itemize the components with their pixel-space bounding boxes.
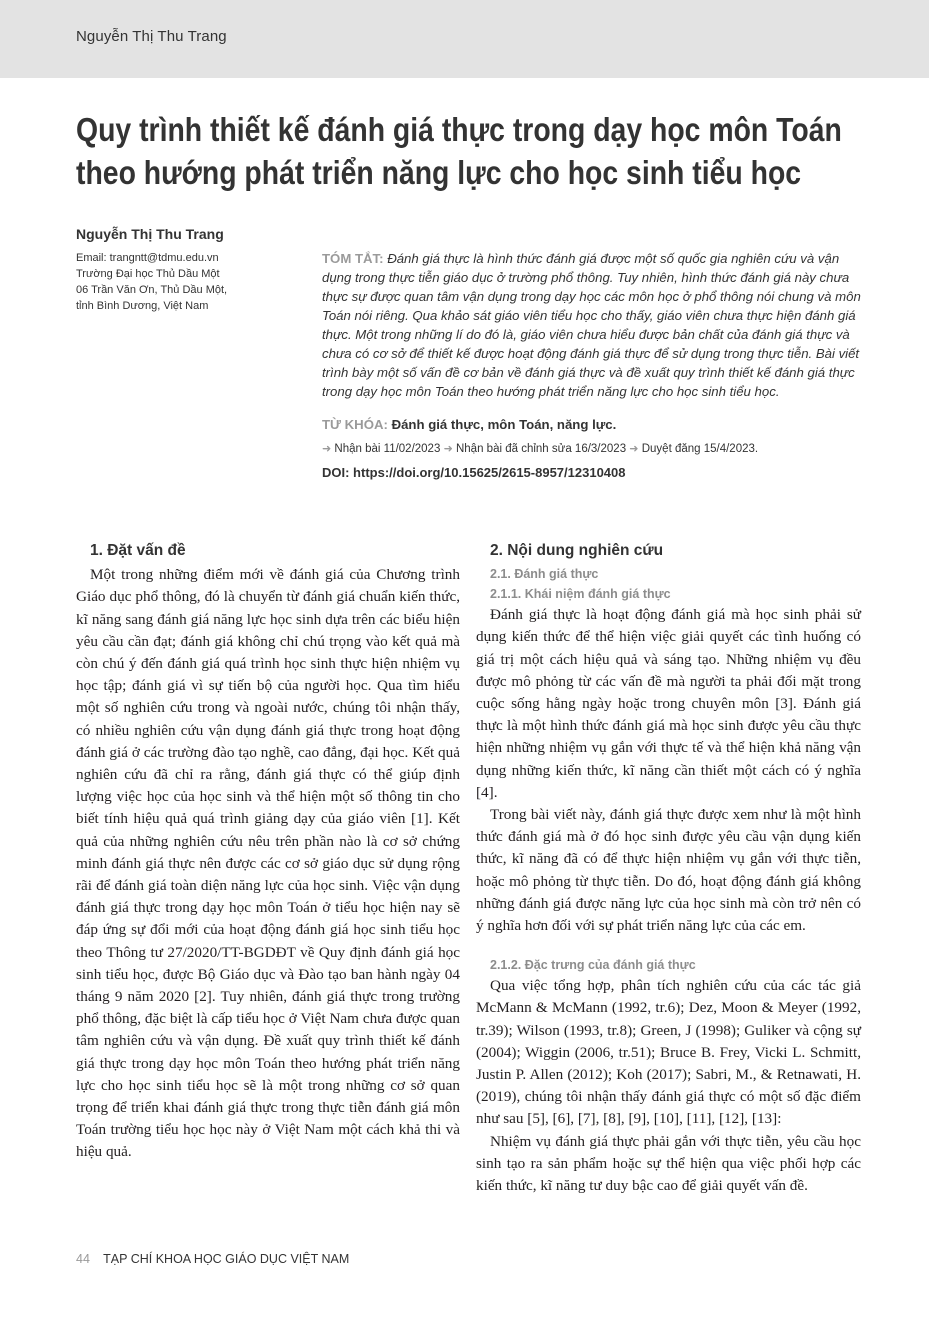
page-number: 44 [76,1252,90,1266]
abstract [322,249,864,401]
paragraph: Trong bài viết này, đánh giá thực được xem như là một hình thức đánh giá mà ở đó học sinh được yêu cầu vận dụng kiến thức, kĩ năng đã có để thực hiện nhiệm vụ gắn với thực tiễn, hoặc mô phỏng từ thực tiễn. Do đó, hoạt động đánh giá không những đánh giá được năng lực của học sinh mà còn trở nên có ý nghĩa hơn đối với sự phát triển năng lực của các em. [476,806,861,935]
date-received: Nhận bài 11/02/2023 [334,443,441,455]
abstract-text: Đánh giá thực là hình thức đánh giá được một số quốc gia nghiên cứu và vận dụng trong thực tiễn giáo dục ở trường phổ thông. Tuy nhiên, hình thức đánh giá này chưa thực sự được quan tâm vận dụng trong dạy học các môn học ở phổ thông nói chung và môn Toán nói riêng. Qua khảo sát giáo viên tiểu học cho thấy, giáo viên chưa thực hiện đánh giá thực. Một trong những lí do đó là, giáo viên chưa hiểu được bản chất của đánh giá thực và chưa có cơ sở để thiết kế được hoạt động đánh giá thực để sử dụng trong thực tiễn. Bài viết trình bày một số vấn đề cơ bản về đánh giá thực và đề xuất quy trình thiết kế đánh giá thực trong dạy học môn Toán theo hướng phát triển năng lực cho học sinh tiểu học. [322,251,861,399]
paragraph: Đánh giá thực là hoạt động đánh giá mà học sinh phải sử dụng kiến thức để thể hiện việc giải quyết các tình huống có giá trị một cách hiệu quả và sáng tạo. Những nhiệm vụ đều được mô phỏng từ các vấn đề mà người ta phải đối mặt trong cuộc sống hằng ngày hoặc trong chuyên môn [3]. Đánh giá thực là một hình thức đánh giá mà học sinh được yêu cầu thực hiện những nhiệm vụ gắn với thực tế và thể hiện khả năng vận dụng những kiến thức, kĩ năng cần thiết một cách có ý nghĩa [4]. [476,606,861,801]
article-title [76,108,876,194]
abstract-block [322,249,864,482]
right-column [476,540,861,1197]
date-accepted: Duyệt đăng 15/4/2023. [641,443,759,455]
paragraph: Một trong những điểm mới về đánh giá của Chương trình Giáo dục phổ thông, đó là chuyển từ đánh giá chuẩn kiến thức, kĩ năng sang đánh giá năng lực học sinh dựa trên các biểu hiện yêu cầu cần đạt; đánh giá không chỉ chú trọng vào kết quả mà còn chú ý đến đánh giá quá trình học sinh thực hiện nhiệm vụ học tập; đánh giá vì sự tiến bộ của người học. Qua tìm hiểu một số nghiên cứu trong và ngoài nước, chúng tôi nhận thấy, có nhiều nghiên cứu vận dụng đánh giá thực trong hoạt động đánh giá ở các trường đào tạo nghề, cao đẳng, đại học. Kết quả nghiên cứu đã chỉ ra rằng, đánh giá thực có thể giúp định lượng việc học của học sinh và thể hiện một số thông tin cho biết tính hiệu quả quá trình giảng dạy của giáo viên [1]. Kết quả của những nghiên cứu nêu trên phần nào là cơ sở chứng minh đánh giá thực nên được các cơ sở giáo dục sử dụng rộng rãi để đánh giá toàn diện năng lực của học sinh. Việc vận dụng đánh giá thực trong dạy học môn Toán ở tiểu học hiện nay sẽ đáp ứng sự đổi mới của hoạt động đánh giá học sinh tiểu học theo Thông tư 27/2020/TT-BGDĐT về Quy định đánh giá học sinh tiểu học, được Bộ Giáo dục và Đào tạo ban hành ngày 04 tháng 9 năm 2020 [2]. Tuy nhiên, đánh giá thực trong trường phổ thông, đặc biệt là cấp tiểu học ở Việt Nam chưa được quan tâm nghiên cứu và vận dụng. Đề xuất quy trình thiết kế đánh giá thực trong dạy học môn Toán theo hướng phát triển năng lực cho học sinh tiểu học sẽ là một trong những cơ sở quan trọng để triển khai đánh giá thực trong thực tiễn đánh giá môn Toán trường tiểu học học này ở Việt Nam một cách khả thi và hiệu quả. [76,566,460,1161]
arrow-icon: ➜ [443,443,453,455]
doi-link[interactable]: DOI: https://doi.org/10.15625/2615-8957/12310408 [322,465,626,480]
abstract-label: TÓM TẮT: [322,251,384,266]
paragraph: Nhiệm vụ đánh giá thực phải gắn với thực tiễn, yêu cầu học sinh tạo ra sản phẩm hoặc sự thể hiện qua việc phối hợp các kiến thức, kĩ năng tư duy bậc cao để giải quyết vấn đề. [476,1132,861,1195]
keywords-text: Đánh giá thực, môn Toán, năng lực. [391,417,617,432]
byline [76,226,306,314]
subsection-heading: 2.1. Đánh giá thực [490,567,599,582]
affiliation-line: Email: trangntt@tdmu.edu.vn [76,252,219,264]
keywords-label: TỪ KHÓA: [322,417,388,432]
author-name: Nguyễn Thị Thu Trang [76,226,224,242]
section-heading: 1. Đặt vấn đề [90,542,186,559]
affiliation [76,250,306,314]
keywords [322,415,864,434]
journal-name: TẠP CHÍ KHOA HỌC GIÁO DỤC VIỆT NAM [103,1252,350,1266]
subsubsection-heading: 2.1.2. Đặc trưng của đánh giá thực [490,958,696,973]
title-line-1: Quy trình thiết kế đánh giá thực trong dạy học môn Toán [76,111,842,148]
section-heading: 2. Nội dung nghiên cứu [490,542,664,559]
date-revised: Nhận bài đã chỉnh sửa 16/3/2023 [455,443,627,455]
left-column [76,540,460,1164]
running-header [0,0,929,78]
affiliation-line: Trường Đại học Thủ Dầu Một [76,268,220,280]
arrow-icon: ➜ [322,443,332,455]
subsubsection-heading: 2.1.1. Khái niệm đánh giá thực [490,587,671,602]
arrow-icon: ➜ [629,443,639,455]
affiliation-line: tỉnh Bình Dương, Việt Nam [76,300,209,312]
title-line-2: theo hướng phát triển năng lực cho học sinh tiểu học [76,154,802,191]
page-footer [76,1252,349,1266]
running-author: Nguyễn Thị Thu Trang [76,28,227,45]
paragraph: Qua việc tổng hợp, phân tích nghiên cứu của các tác giả McMann & McMann (1992, tr.6); Dez, Moon & Meyer (1992, tr.39); Wilson (1993, tr.8); Green, J (1998); Guliker và cộng sự (2004); Wiggin (2006, tr.51); Bruce B. Frey, Vicki L. Schmitt, Justin P. Allen (2012); Koh (2017); Sabri, M., & Retnawati, H. (2019), chúng tôi nhận thấy đánh giá thực có một số đặc điểm như sau [5], [6], [7], [8], [9], [10], [11], [12], [13]: [476,977,861,1128]
dates [322,440,864,459]
affiliation-line: 06 Trần Văn Ơn, Thủ Dầu Một, [76,284,228,296]
